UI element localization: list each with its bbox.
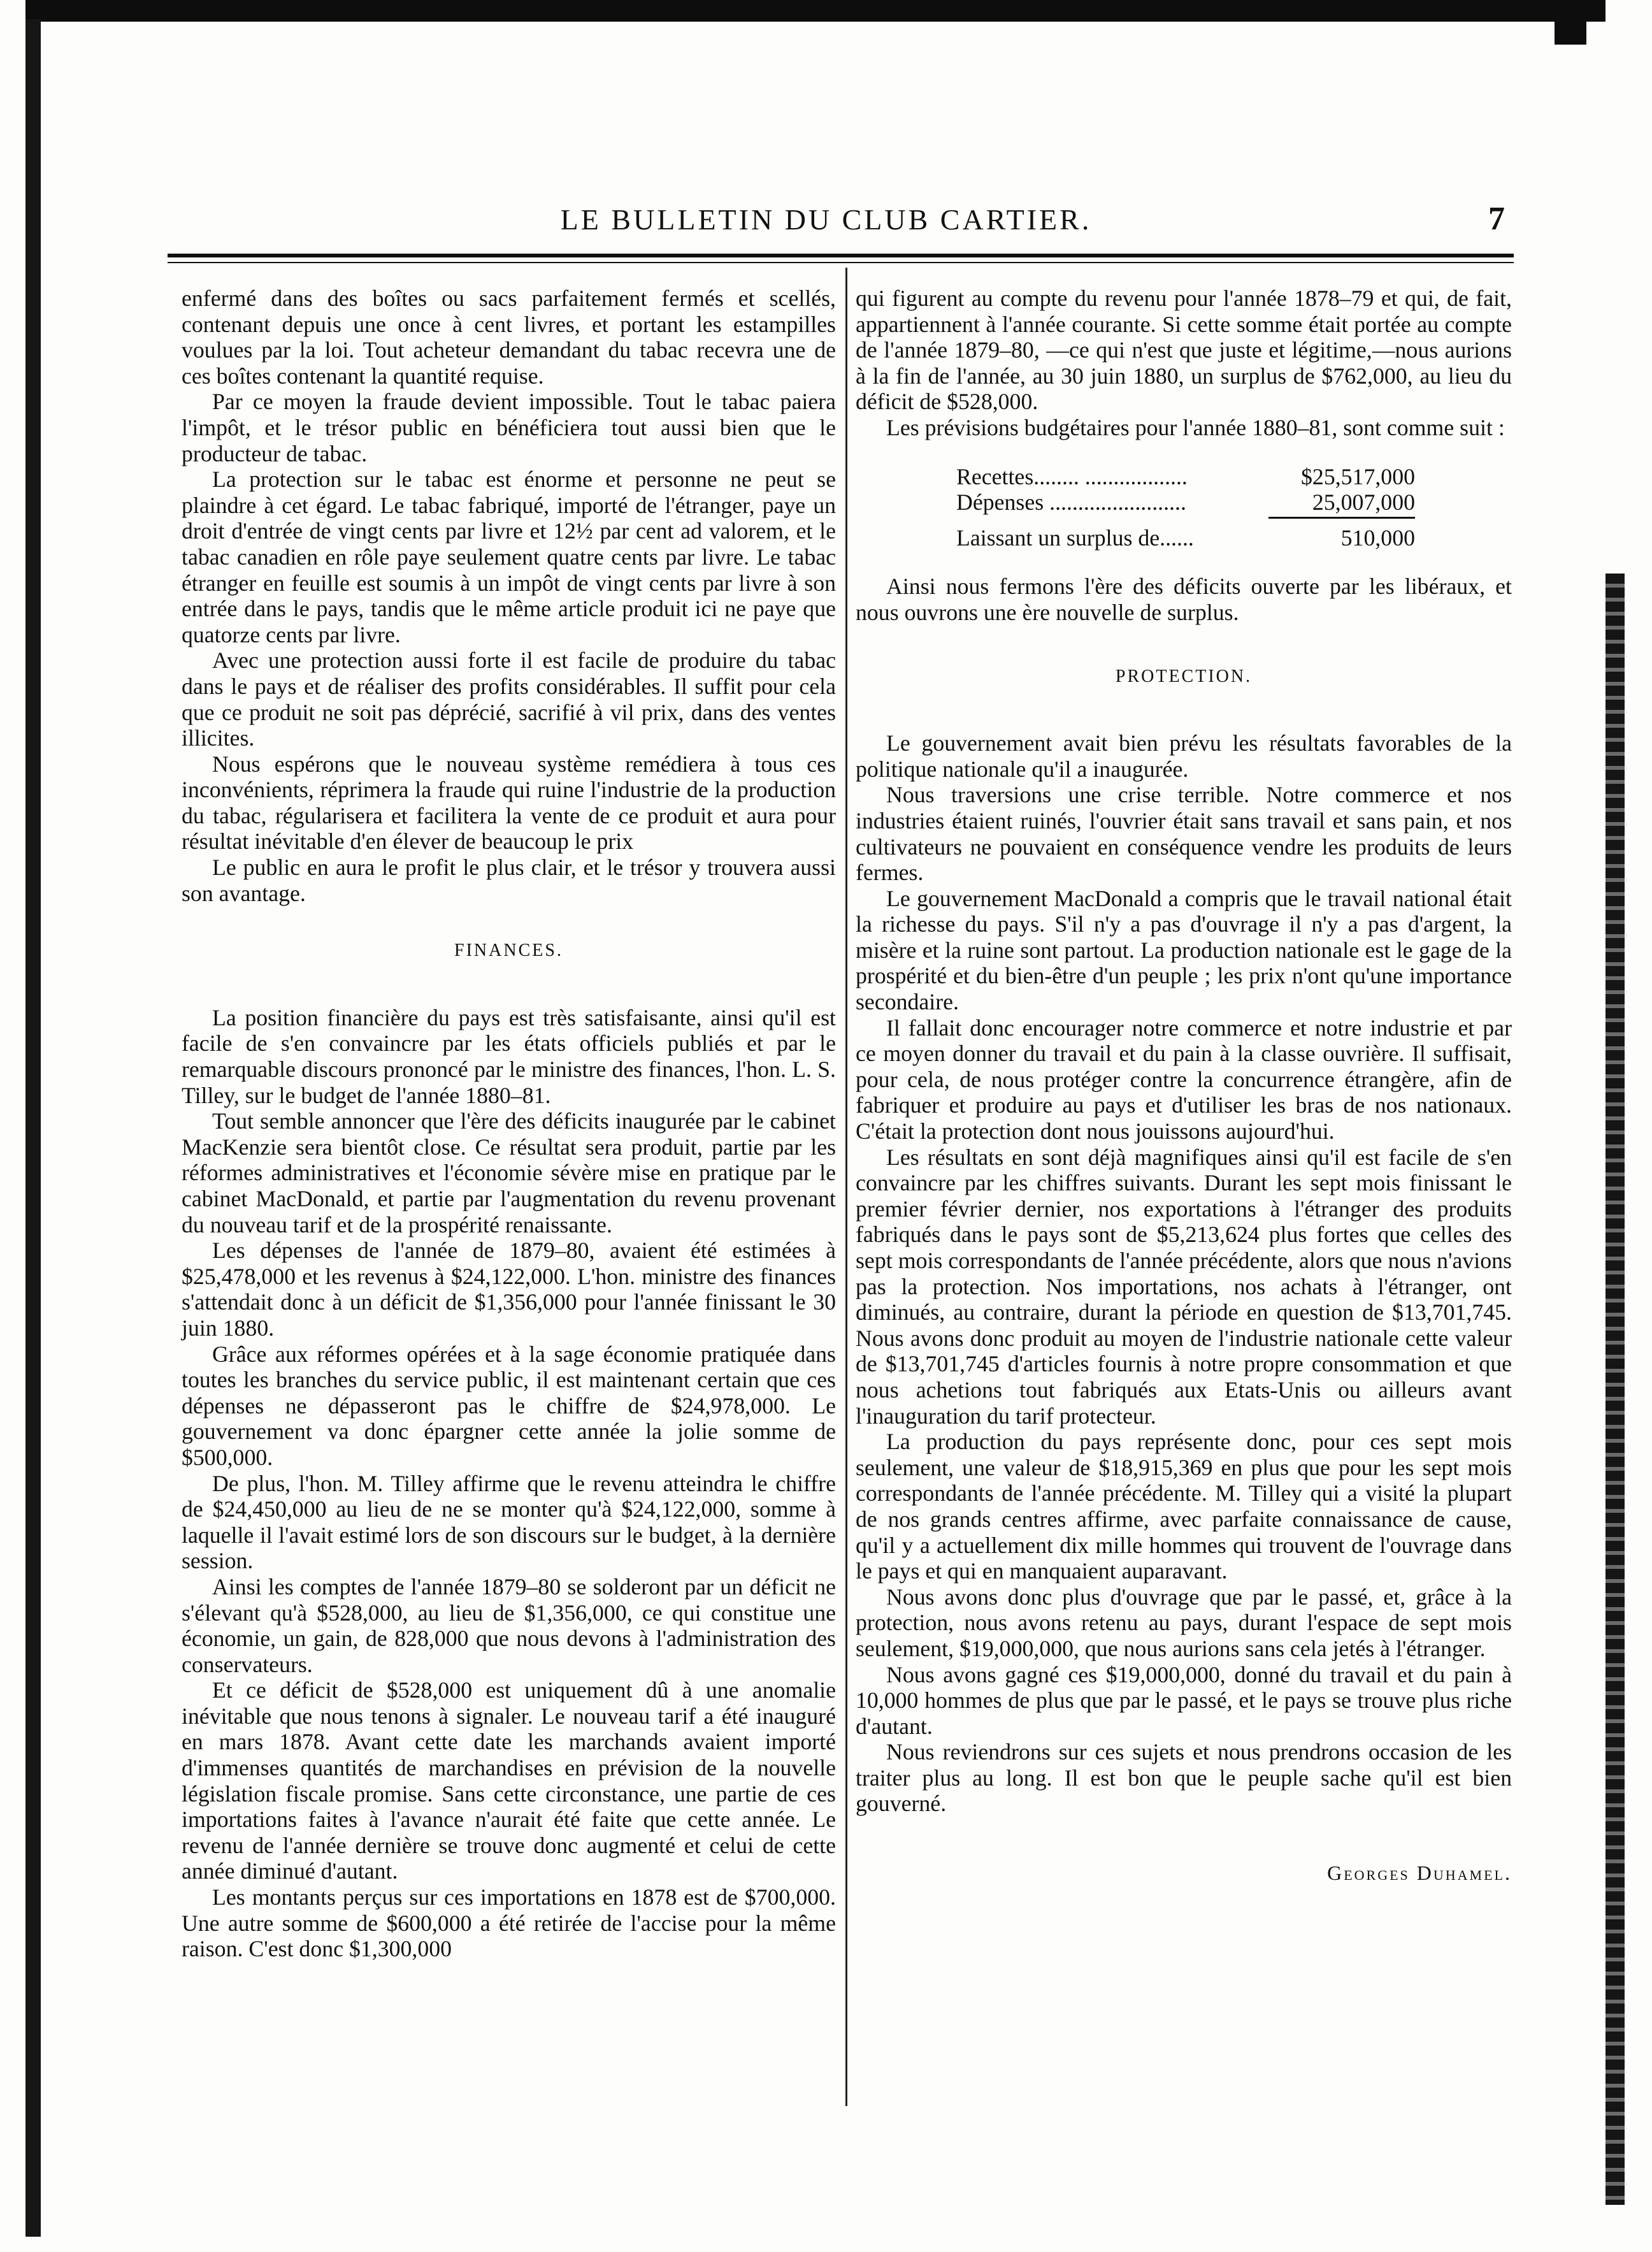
right-page-edge	[1605, 574, 1625, 2205]
page-number: 7	[1488, 201, 1505, 237]
top-border-notch	[1555, 0, 1586, 45]
paragraph: Par ce moyen la fraude devient impossible. Tout le tabac paiera l'impôt, et le trésor public en bénéficiera tout aussi bien que le producteur de tabac.	[182, 389, 836, 466]
budget-row-surplus	[956, 525, 1415, 551]
paragraph: Nous reviendrons sur ces sujets et nous prendrons occasion de les traiter plus au long. Il est bon que le peuple sache qu'il est bien gouverné.	[856, 1739, 1512, 1817]
author-signature: Georges Duhamel.	[1327, 1861, 1512, 1885]
paragraph: Nous avons gagné ces $19,000,000, donné du travail et du pain à 10,000 hommes de plus que par le passé, et le pays se trouve plus riche d'autant.	[856, 1661, 1512, 1739]
budget-label: Recettes........ ..................	[956, 463, 1188, 489]
budget-table	[956, 464, 1415, 551]
paragraph: De plus, l'hon. M. Tilley affirme que le revenu atteindra le chiffre de $24,450,000 au lieu de ne se monter qu'à $24,122,000, somme à laquelle il l'avait estimé lors de son discours sur le budget, à la dernière session.	[182, 1470, 836, 1574]
paragraph: qui figurent au compte du revenu pour l'année 1878–79 et qui, de fait, appartiennent à l'année courante. Si cette somme était portée au compte de l'année 1879–80, —ce qui n'est que juste et légitime,—nous aurions à la fin de l'année, au 30 juin 1880, un surplus de $762,000, au lieu du déficit de $528,000.	[856, 285, 1512, 415]
budget-value: 510,000	[1340, 524, 1415, 551]
budget-value: 25,007,000	[1312, 489, 1415, 516]
right-column	[856, 285, 1512, 1886]
paragraph: Avec une protection aussi forte il est facile de produire du tabac dans le pays et de réaliser des profits considérables. Il suffit pour cela que ce produit ne soit pas déprécié, sacrifié à vil prix, dans des ventes illicites.	[182, 647, 836, 751]
column-divider	[845, 268, 847, 2106]
header-rule-thin	[168, 262, 1514, 263]
section-heading-finances: FINANCES.	[454, 941, 563, 961]
header-rule-thick	[168, 254, 1514, 257]
paragraph: Tout semble annoncer que l'ère des déficits inaugurée par le cabinet MacKenzie sera bientôt close. Ce résultat sera produit, partie par les réformes administratives et l'économie sévère mise en pratique par le cabinet MacDonald, et partie par l'augmentation du revenu provenant du nouveau tarif et de la prospérité renaissante.	[182, 1108, 836, 1238]
paragraph: Grâce aux réformes opérées et à la sage économie pratiquée dans toutes les branches du service public, il est maintenant certain que ces dépenses ne dépasseront pas le chiffre de $24,978,000. Le gouvernement va donc épargner cette année la jolie somme de $500,000.	[182, 1341, 836, 1470]
paragraph: Les résultats en sont déjà magnifiques ainsi qu'il est facile de s'en convaincre par les chiffres suivants. Durant les sept mois finissant le premier février dernier, nos exportations à l'étranger des produits fabriqués dans le pays sont de $5,213,624 plus fortes que celles des sept mois correspondants de l'année précédente, alors que nous n'avions pas la protection. Nos importations, nos achats à l'étranger, ont diminués, au contraire, durant la période en question de $13,701,745. Nous avons donc produit au moyen de l'industrie nationale cette valeur de $13,701,745 d'articles fournis à notre propre consommation et que nous achetions tout fabriqués aux Etats-Unis ou ailleurs avant l'inauguration du tarif protecteur.	[856, 1144, 1512, 1429]
paragraph: Nous traversions une crise terrible. Notre commerce et nos industries étaient ruinés, l'ouvrier était sans travail et sans pain, et nos cultivateurs ne pouvaient en conséquence vendre les produits de leurs fermes.	[856, 782, 1512, 886]
paragraph: Nous avons donc plus d'ouvrage que par le passé, et, grâce à la protection, nous avons retenu au pays, durant l'espace de sept mois seulement, $19,000,000, que nous aurions sans cela jetés à l'étranger.	[856, 1584, 1512, 1661]
section-heading-protection: PROTECTION.	[1115, 666, 1253, 686]
paragraph: Il fallait donc encourager notre commerce et notre industrie et par ce moyen donner du travail et du pain à la classe ouvrière. Il suffisait, pour cela, de nous protéger contre la concurrence étrangère, afin de fabriquer et produire au pays et d'utiliser les bras de nos nationaux. C'était la protection dont nous jouissons aujourd'hui.	[856, 1014, 1512, 1144]
paragraph: Ainsi les comptes de l'année 1879–80 se solderont par un déficit ne s'élevant qu'à $528,000, au lieu de $1,356,000, ce qui constitue une économie, un gain, de 828,000 que nous devons à l'administration des conservateurs.	[182, 1573, 836, 1677]
paragraph: La position financière du pays est très satisfaisante, ainsi qu'il est facile de s'en convaincre par les états officiels publiés et par le remarquable discours prononcé par le ministre des finances, l'hon. L. S. Tilley, sur le budget de l'année 1880–81.	[182, 1004, 836, 1108]
left-column	[182, 285, 836, 1962]
paragraph: Les prévisions budgétaires pour l'année 1880–81, sont comme suit :	[886, 414, 1505, 440]
paragraph: Le gouvernement MacDonald a compris que le travail national était la richesse du pays. S'il n'y a pas d'ouvrage il n'y a pas d'argent, la misère et la ruine sont partout. La production nationale est le gage de la prospérité et du bien-être d'un peuple ; les prix n'ont qu'une importance secondaire.	[856, 885, 1512, 1015]
budget-sum-rule	[1268, 517, 1415, 519]
paragraph: Les dépenses de l'année de 1879–80, avaient été estimées à $25,478,000 et les revenus à $24,122,000. L'hon. ministre des finances s'attendait donc à un déficit de $1,356,000 pour l'année finissant le 30 juin 1880.	[182, 1238, 836, 1341]
budget-row-recettes	[956, 464, 1415, 490]
paragraph: enfermé dans des boîtes ou sacs parfaitement fermés et scellés, contenant depuis une once à cent livres, et portant les estampilles voulues par la loi. Tout acheteur demandant du tabac recevra une de ces boîtes contenant la quantité requise.	[182, 285, 836, 389]
paragraph: Le public en aura le profit le plus clair, et le trésor y trouvera aussi son avantage.	[182, 855, 836, 906]
paragraph: Nous espérons que le nouveau système remédiera à tous ces inconvénients, réprimera la fraude qui ruine l'industrie de la production du tabac, régularisera et facilitera la vente de ce produit et aura pour résultat inévitable d'en élever de beaucoup le prix	[182, 751, 836, 855]
paragraph: Et ce déficit de $528,000 est uniquement dû à une anomalie inévitable que nous tenons à signaler. Le nouveau tarif a été inauguré en mars 1878. Avant cette date les marchands avaient importé d'immenses quantités de marchandises en prévision de la nouvelle législation fiscale promise. Sans cette circonstance, une partie de ces importations faites à l'avance n'aurait été faite que cette année. Le revenu de l'année dernière se trouve donc augmenté et celui de cette année diminué d'autant.	[182, 1677, 836, 1884]
top-border-rule	[25, 0, 1605, 22]
paragraph: Ainsi nous fermons l'ère des déficits ouverte par les libéraux, et nous ouvrons une ère nouvelle de surplus.	[856, 574, 1512, 625]
budget-label: Laissant un surplus de......	[956, 524, 1194, 551]
running-title: LE BULLETIN DU CLUB CARTIER.	[560, 203, 1092, 236]
budget-value: $25,517,000	[1301, 463, 1415, 489]
paragraph: Le gouvernement avait bien prévu les résultats favorables de la politique nationale qu'il a inaugurée.	[856, 730, 1512, 782]
paragraph: La production du pays représente donc, pour ces sept mois seulement, une valeur de $18,915,369 en plus que pour les sept mois correspondants de l'année précédente. M. Tilley qui a visité la plupart de nos grands centres affirme, avec parfaite connaissance de cause, qu'il y a actuellement dix mille hommes qui trouvent de l'ouvrage dans le pays et qui en manquaient auparavant.	[856, 1429, 1512, 1584]
budget-row-depenses	[956, 489, 1415, 516]
left-page-edge	[25, 19, 41, 2237]
paragraph: Les montants perçus sur ces importations en 1878 est de $700,000. Une autre somme de $600,000 a été retirée de l'accise pour la même raison. C'est donc $1,300,000	[182, 1884, 836, 1962]
paragraph: La protection sur le tabac est énorme et personne ne peut se plaindre à cet égard. Le tabac fabriqué, importé de l'étranger, paye un droit d'entrée de vingt cents par livre et 12½ par cent ad valorem, et le tabac canadien en rôle paye seulement quatre cents par livre. Le tabac étranger en feuille est soumis à un impôt de vingt cents par livre à son entrée dans le pays, tandis que le même article produit ici ne paye que quatorze cents par livre.	[182, 466, 836, 647]
budget-label: Dépenses ........................	[956, 489, 1186, 516]
